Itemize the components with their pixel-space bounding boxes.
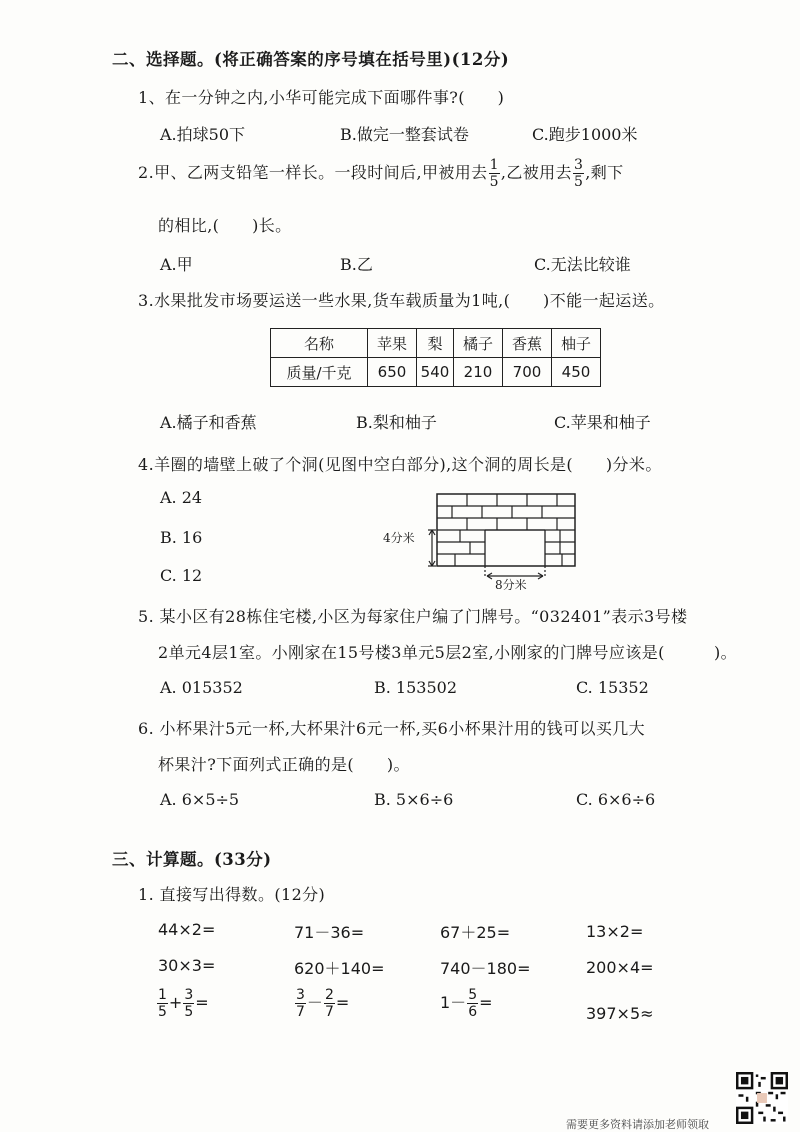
q3-option-b: B.梨和柚子 bbox=[356, 413, 437, 432]
table-cell: 质量/千克 bbox=[271, 358, 368, 387]
q2-mid: ,乙被用去 bbox=[500, 163, 572, 182]
hole-width-label: 8分米 bbox=[495, 578, 527, 590]
calc-2-2: 620＋140= bbox=[294, 959, 385, 978]
question-6: 6. 小杯果汁5元一杯,大杯果汁6元一杯,买6小杯果汁用的钱可以买几大 bbox=[138, 719, 646, 738]
q2-fraction-2: $\frac{3}{5}$ bbox=[573, 157, 584, 190]
calc-3-2: $\frac{3}{7}$ － $\frac{2}{7}$ = bbox=[296, 987, 350, 1020]
q1-option-b: B.做完一整套试卷 bbox=[340, 125, 469, 144]
q2-option-a: A.甲 bbox=[160, 255, 193, 274]
table-cell: 名称 bbox=[271, 329, 368, 358]
table-cell: 梨 bbox=[417, 329, 454, 358]
table-cell: 700 bbox=[503, 358, 552, 387]
table-row bbox=[271, 358, 601, 387]
q2-fraction-1: $\frac{1}{5}$ bbox=[489, 157, 499, 190]
q2-option-c: C.无法比较谁 bbox=[534, 255, 631, 274]
question-3: 3.水果批发市场要运送一些水果,货车载质量为1吨,( )不能一起运送。 bbox=[138, 291, 665, 310]
calc-1-2: 71－36= bbox=[294, 923, 365, 942]
table-cell: 540 bbox=[417, 358, 454, 387]
q3-option-a: A.橘子和香蕉 bbox=[160, 413, 257, 432]
q5-option-a: A. 015352 bbox=[160, 678, 243, 697]
q6-option-b: B. 5×6÷6 bbox=[374, 790, 454, 809]
question-4: 4.羊圈的墙壁上破了个洞(见图中空白部分),这个洞的周长是( )分米。 bbox=[138, 455, 662, 474]
table-cell: 橘子 bbox=[454, 329, 503, 358]
q4-option-c: C. 12 bbox=[160, 566, 203, 585]
q2-prefix: 2.甲、乙两支铅笔一样长。一段时间后,甲被用去 bbox=[138, 163, 488, 182]
calc-2-4: 200×4= bbox=[586, 958, 654, 977]
table-row bbox=[271, 329, 601, 358]
table-cell: 柚子 bbox=[552, 329, 601, 358]
hole-height-label: 4分米 bbox=[383, 531, 415, 545]
table-cell: 苹果 bbox=[368, 329, 417, 358]
table-cell: 210 bbox=[454, 358, 503, 387]
question-6-line2: 杯果汁?下面列式正确的是( )。 bbox=[158, 755, 410, 774]
calc-2-3: 740－180= bbox=[440, 959, 531, 978]
calc-1-1: 44×2= bbox=[158, 920, 216, 939]
table-cell: 650 bbox=[368, 358, 417, 387]
fruit-weight-table bbox=[270, 328, 601, 387]
q2-suffix: ,剩下 bbox=[585, 163, 624, 182]
table-cell: 450 bbox=[552, 358, 601, 387]
q6-option-c: C. 6×6÷6 bbox=[576, 790, 656, 809]
table-cell: 香蕉 bbox=[503, 329, 552, 358]
section3-title: 三、计算题。(33分) bbox=[112, 850, 272, 869]
calc-3-1: $\frac{1}{5}$ + $\frac{3}{5}$ = bbox=[158, 987, 209, 1020]
section2-title: 二、选择题。(将正确答案的序号填在括号里)(12分) bbox=[112, 50, 510, 69]
calc-1-4: 13×2= bbox=[586, 922, 644, 941]
q4-option-b: B. 16 bbox=[160, 528, 203, 547]
q1-option-c: C.跑步1000米 bbox=[532, 125, 638, 144]
q5-option-c: C. 15352 bbox=[576, 678, 649, 697]
q3-option-c: C.苹果和柚子 bbox=[554, 413, 651, 432]
question-2-line2: 的相比,( )长。 bbox=[158, 216, 292, 235]
question-1: 1、在一分钟之内,小华可能完成下面哪件事?( ) bbox=[138, 88, 505, 107]
calc-3-4: 397×5≈ bbox=[586, 1004, 654, 1023]
q2-option-b: B.乙 bbox=[340, 255, 373, 274]
q5-option-b: B. 153502 bbox=[374, 678, 458, 697]
calc-3-3: 1－ $\frac{5}{6}$ = bbox=[440, 987, 493, 1020]
brick-wall-diagram bbox=[380, 488, 600, 590]
footer-note: 需要更多资料请添加老师领取 bbox=[566, 1118, 709, 1131]
calc-1-3: 67＋25= bbox=[440, 923, 511, 942]
q1-option-a: A.拍球50下 bbox=[160, 125, 246, 144]
question-2 bbox=[138, 158, 624, 189]
q6-option-a: A. 6×5÷5 bbox=[160, 790, 240, 809]
question-5: 5. 某小区有28栋住宅楼,小区为每家住户编了门牌号。“032401”表示3号楼 bbox=[138, 607, 688, 626]
section3-sub1: 1. 直接写出得数。(12分) bbox=[138, 885, 326, 904]
question-5-line2: 2单元4层1室。小刚家在15号楼3单元5层2室,小刚家的门牌号应该是( )。 bbox=[158, 643, 738, 662]
calc-2-1: 30×3= bbox=[158, 956, 216, 975]
q4-option-a: A. 24 bbox=[160, 488, 203, 507]
qr-code-icon bbox=[736, 1072, 788, 1124]
